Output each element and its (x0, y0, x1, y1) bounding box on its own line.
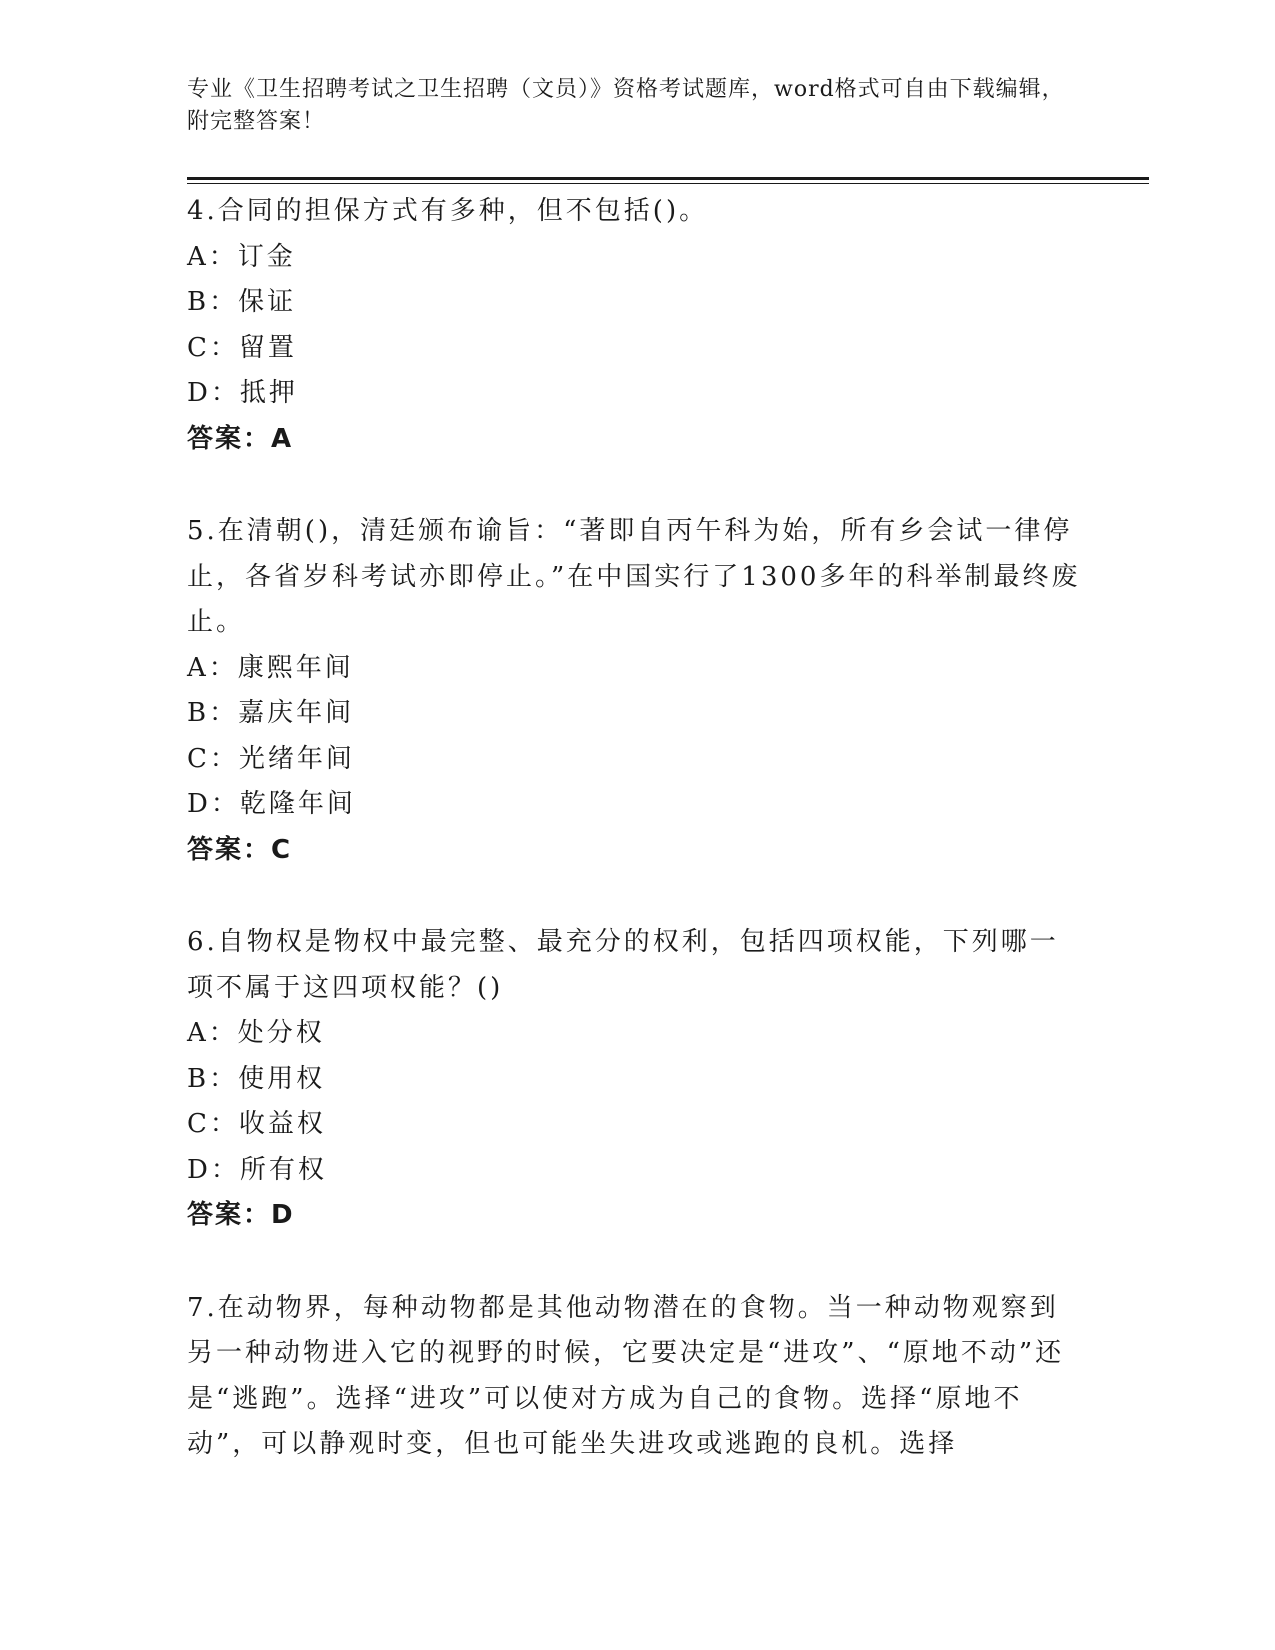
option-b: B：嘉庆年间 (187, 698, 355, 728)
question-stem: 5.在清朝()，清廷颁布谕旨：“著即自丙午科为始，所有乡会试一律停止，各省岁科考试亦即停止。”在中国实行了1300多年的科举制最终废止。 (187, 516, 1081, 637)
option-a: A：订金 (187, 241, 296, 272)
answer-line: 答案：A (187, 423, 294, 454)
option-a: A：处分权 (187, 1018, 325, 1048)
question-stem: 6.自物权是物权中最完整、最充分的权利，包括四项权能，下列哪一项不属于这四项权能？() (187, 927, 1059, 1003)
question-7 (187, 1286, 1087, 1468)
option-c: C：光绪年间 (187, 743, 355, 774)
option-c: C：收益权 (187, 1109, 326, 1139)
option-d: D：所有权 (187, 1154, 327, 1185)
header-divider-thick (187, 177, 1149, 180)
option-b: B：使用权 (187, 1063, 326, 1094)
document-header: 专业《卫生招聘考试之卫生招聘（文员）》资格考试题库，word格式可自由下载编辑，附完整答案！ (187, 77, 1065, 134)
answer-line: 答案：C (187, 834, 293, 865)
header-divider-thin (187, 183, 1149, 184)
question-stem: 4.合同的担保方式有多种，但不包括()。 (187, 196, 709, 226)
question-4 (187, 189, 1087, 462)
question-stem: 7.在动物界，每种动物都是其他动物潜在的食物。当一种动物观察到另一种动物进入它的视野的时候，它要决定是“进攻”、“原地不动”还是“逃跑”。选择“进攻”可以使对方成为自己的食物。选择“原地不动”，可以静观时变，但也可能坐失进攻或逃跑的良机。选择 (187, 1292, 1065, 1459)
option-a: A：康熙年间 (187, 652, 354, 683)
option-d: D：乾隆年间 (187, 789, 356, 819)
question-6 (187, 920, 1087, 1239)
answer-line: 答案：D (187, 1200, 295, 1230)
option-d: D：抵押 (187, 378, 298, 408)
question-5 (187, 509, 1087, 873)
option-b: B：保证 (187, 287, 297, 317)
question-list (187, 189, 1087, 1468)
option-c: C：留置 (187, 332, 297, 363)
